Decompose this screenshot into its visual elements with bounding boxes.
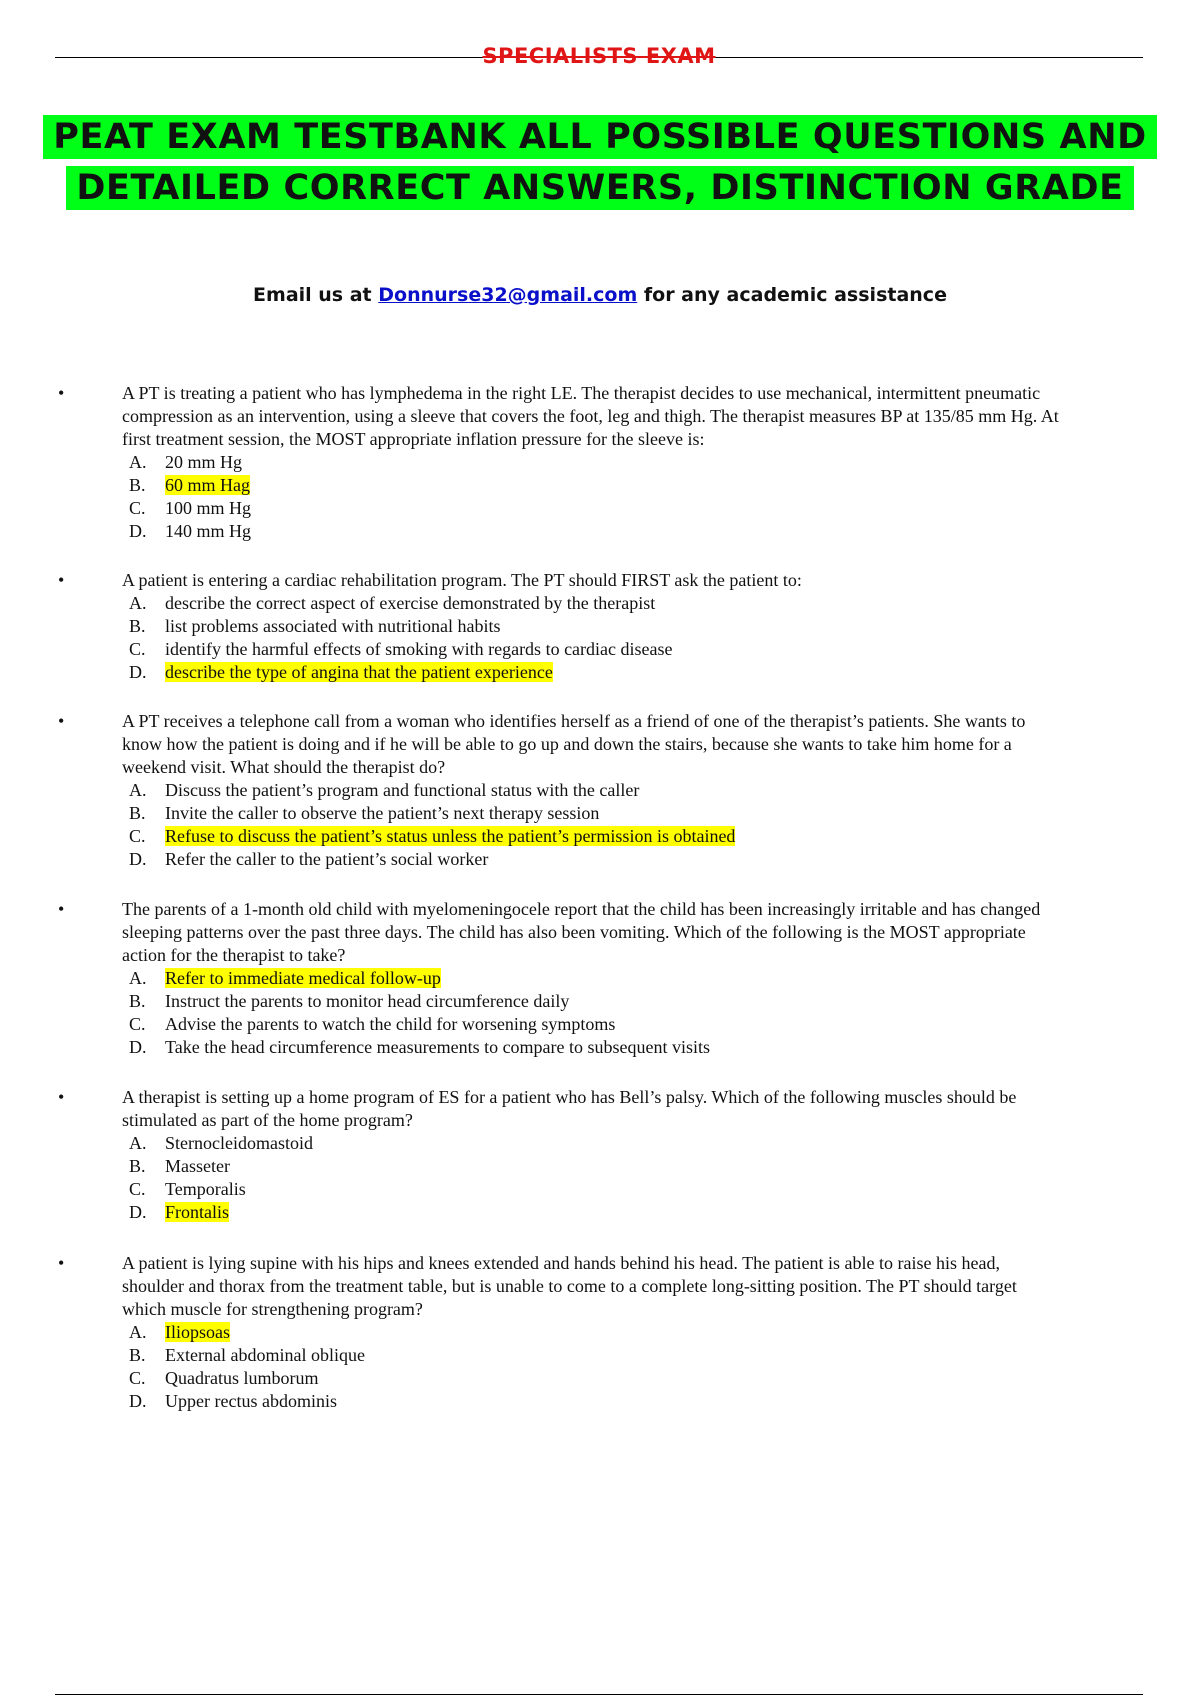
option-text: Quadratus lumborum xyxy=(165,1368,319,1388)
option-text: 140 mm Hg xyxy=(165,521,252,541)
question-stem: A PT receives a telephone call from a woman who identifies herself as a friend of one of the therapist’s patients. She wants to know how the patient is doing and if he will be able to go up and down the stairs, because she wants to take him home for a weekend visit. What should the therapist do? xyxy=(122,711,1026,777)
option-letter: A. xyxy=(129,780,147,800)
option-text: Instruct the parents to monitor head circumference daily xyxy=(165,991,570,1011)
bullet-icon: • xyxy=(58,1087,65,1107)
option-letter: B. xyxy=(129,1345,146,1365)
answer-option xyxy=(129,825,735,848)
answer-option xyxy=(129,520,251,543)
answer-option xyxy=(129,848,488,871)
answer-option xyxy=(129,1132,313,1155)
question-stem: A patient is entering a cardiac rehabilitation program. The PT should FIRST ask the patient to: xyxy=(122,570,802,590)
answer-option xyxy=(129,615,500,638)
option-text: 100 mm Hg xyxy=(165,498,252,518)
bullet-icon: • xyxy=(58,383,65,403)
question-stem: A patient is lying supine with his hips and knees extended and hands behind his head. The patient is able to raise his head, shoulder and thorax from the treatment table, but is unable to come to a complete long-sitting position. The PT should target which muscle for strengthening program? xyxy=(122,1253,1017,1319)
bullet-icon: • xyxy=(58,899,65,919)
option-text: Refer the caller to the patient’s social worker xyxy=(165,849,489,869)
option-text-correct: Frontalis xyxy=(165,1202,230,1222)
question-stem: The parents of a 1-month old child with myelomeningocele report that the child has been increasingly irritable and has changed sleeping patterns over the past three days. The child has also been vomiting. Which of the following is the MOST appropriate action for the therapist to take? xyxy=(122,899,1041,965)
header-label: SPECIALISTS EXAM xyxy=(482,44,716,68)
option-letter: B. xyxy=(129,1156,146,1176)
question-stem: A PT is treating a patient who has lymphedema in the right LE. The therapist decides to use mechanical, intermittent pneumatic compression as an intervention, using a sleeve that covers the foot, leg and thigh. The therapist measures BP at 135/85 mm Hg. At first treatment session, the MOST appropriate inflation pressure for the sleeve is: xyxy=(122,383,1059,449)
option-text: Sternocleidomastoid xyxy=(165,1133,313,1153)
answer-option xyxy=(129,1390,337,1413)
option-letter: B. xyxy=(129,803,146,823)
option-letter: B. xyxy=(129,475,146,495)
option-letter: D. xyxy=(129,1037,147,1057)
email-link[interactable]: Donnurse32@gmail.com xyxy=(378,284,638,306)
answer-option xyxy=(129,1178,246,1201)
answer-option xyxy=(129,967,441,990)
option-text: Temporalis xyxy=(165,1179,246,1199)
option-letter: A. xyxy=(129,593,147,613)
bullet-icon: • xyxy=(58,570,65,590)
email-suffix: for any academic assistance xyxy=(637,284,947,306)
answer-option xyxy=(129,990,569,1013)
email-line xyxy=(0,284,1200,306)
option-text: External abdominal oblique xyxy=(165,1345,365,1365)
option-letter: C. xyxy=(129,1179,146,1199)
option-letter: A. xyxy=(129,452,147,472)
page-header xyxy=(55,44,1143,74)
answer-option xyxy=(129,1321,230,1344)
option-letter: C. xyxy=(129,639,146,659)
answer-option xyxy=(129,474,250,497)
option-letter: B. xyxy=(129,991,146,1011)
title-line-1: PEAT EXAM TESTBANK ALL POSSIBLE QUESTIONS AND xyxy=(43,115,1157,159)
option-text-correct: 60 mm Hag xyxy=(165,475,250,495)
option-text-correct: Refer to immediate medical follow-up xyxy=(165,968,441,988)
option-text: Masseter xyxy=(165,1156,230,1176)
option-text: Discuss the patient’s program and functional status with the caller xyxy=(165,780,640,800)
option-text: 20 mm Hg xyxy=(165,452,243,472)
answer-option xyxy=(129,1367,318,1390)
option-text-correct: Iliopsoas xyxy=(165,1322,230,1342)
question-stem: A therapist is setting up a home program of ES for a patient who has Bell’s palsy. Which of the following muscles should be stimulated as part of the home program? xyxy=(122,1087,1017,1130)
option-letter: A. xyxy=(129,968,147,988)
option-text: describe the correct aspect of exercise demonstrated by the therapist xyxy=(165,593,656,613)
footer-rule xyxy=(55,1694,1143,1695)
bullet-icon: • xyxy=(58,711,65,731)
answer-option xyxy=(129,638,673,661)
option-letter: D. xyxy=(129,1391,147,1411)
bullet-icon: • xyxy=(58,1253,65,1273)
option-letter: C. xyxy=(129,826,146,846)
option-text-correct: Refuse to discuss the patient’s status unless the patient’s permission is obtained xyxy=(165,826,736,846)
answer-option xyxy=(129,451,242,474)
email-prefix: Email us at xyxy=(253,284,379,306)
answer-option xyxy=(129,497,251,520)
option-text-correct: describe the type of angina that the patient experience xyxy=(165,662,553,682)
option-text: Invite the caller to observe the patient’s next therapy session xyxy=(165,803,600,823)
option-text: Advise the parents to watch the child for worsening symptoms xyxy=(165,1014,616,1034)
answer-option xyxy=(129,1036,710,1059)
document-title xyxy=(40,112,1160,214)
option-letter: C. xyxy=(129,1368,146,1388)
answer-option xyxy=(129,802,599,825)
option-letter: D. xyxy=(129,1202,147,1222)
option-text: Upper rectus abdominis xyxy=(165,1391,337,1411)
answer-option xyxy=(129,1201,229,1224)
option-letter: C. xyxy=(129,498,146,518)
option-letter: A. xyxy=(129,1322,147,1342)
answer-option xyxy=(129,1155,230,1178)
answer-option xyxy=(129,592,655,615)
title-line-2: DETAILED CORRECT ANSWERS, DISTINCTION GRADE xyxy=(66,166,1133,210)
option-letter: C. xyxy=(129,1014,146,1034)
option-letter: D. xyxy=(129,521,147,541)
answer-option xyxy=(129,1344,365,1367)
option-text: list problems associated with nutritional habits xyxy=(165,616,501,636)
option-letter: B. xyxy=(129,616,146,636)
option-text: Take the head circumference measurements to compare to subsequent visits xyxy=(165,1037,711,1057)
answer-option xyxy=(129,661,553,684)
answer-option xyxy=(129,779,639,802)
option-letter: D. xyxy=(129,849,147,869)
option-letter: D. xyxy=(129,662,147,682)
answer-option xyxy=(129,1013,615,1036)
option-letter: A. xyxy=(129,1133,147,1153)
option-text: identify the harmful effects of smoking with regards to cardiac disease xyxy=(165,639,673,659)
